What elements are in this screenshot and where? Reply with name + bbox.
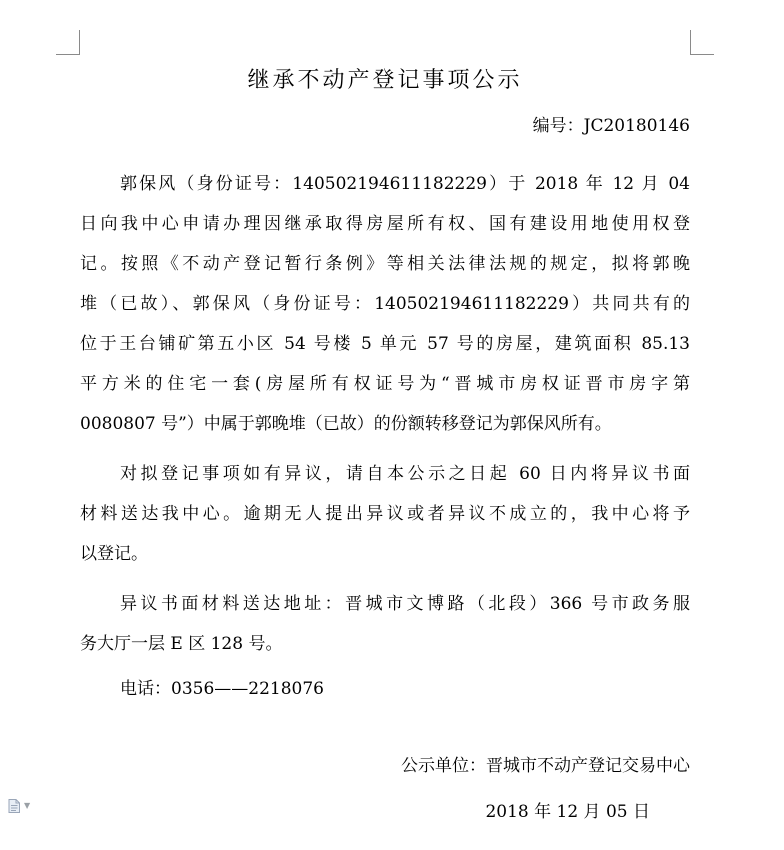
text-line: 平方米的住宅一套(房屋所有权证号为“晋城市房权证晋市房字第: [80, 374, 690, 394]
chevron-down-icon[interactable]: ▼: [24, 801, 31, 810]
paragraph-2: [80, 454, 690, 574]
document-body: [80, 164, 690, 709]
publisher-unit: 公示单位：晋城市不动产登记交易中心: [401, 756, 690, 776]
text-line: 位于王台铺矿第五小区 54 号楼 5 单元 57 号的房屋，建筑面积 85.13: [80, 334, 690, 354]
text-line: 材料送达我中心。逾期无人提出异议或者异议不成立的，我中心将予: [80, 504, 690, 524]
text-line: 对拟登记事项如有异议，请自本公示之日起 60 日内将异议书面: [120, 464, 690, 484]
text-line: 异议书面材料送达地址：晋城市文博路（北段）366 号市政务服: [120, 594, 690, 614]
paragraph-phone: [80, 669, 690, 709]
phone-line: 电话：0356——2218076: [120, 679, 324, 699]
paragraph-3: [80, 584, 690, 664]
document-number: 编号：JC20180146: [532, 116, 690, 136]
text-line: 堆（已故）、郭保风（身份证号：140502194611182229）共同共有的: [80, 294, 690, 314]
text-line: 记。按照《不动产登记暂行条例》等相关法律法规的规定，拟将郭晚: [80, 254, 690, 274]
document-title: 继承不动产登记事项公示: [247, 68, 523, 93]
text-line: 以登记。: [80, 544, 148, 564]
text-line: 日向我中心申请办理因继承取得房屋所有权、国有建设用地使用权登: [80, 214, 690, 234]
publish-date: 2018 年 12 月 05 日: [485, 802, 650, 822]
text-line: 0080807 号”）中属于郭晚堆（已故）的份额转移登记为郭保风所有。: [80, 414, 612, 434]
document-icon[interactable]: [8, 798, 20, 812]
text-line: 郭保风（身份证号：140502194611182229）于 2018 年 12 月 04: [120, 174, 690, 194]
text-line: 务大厅一层 E 区 128 号。: [80, 634, 283, 654]
paragraph-1: [80, 164, 690, 444]
